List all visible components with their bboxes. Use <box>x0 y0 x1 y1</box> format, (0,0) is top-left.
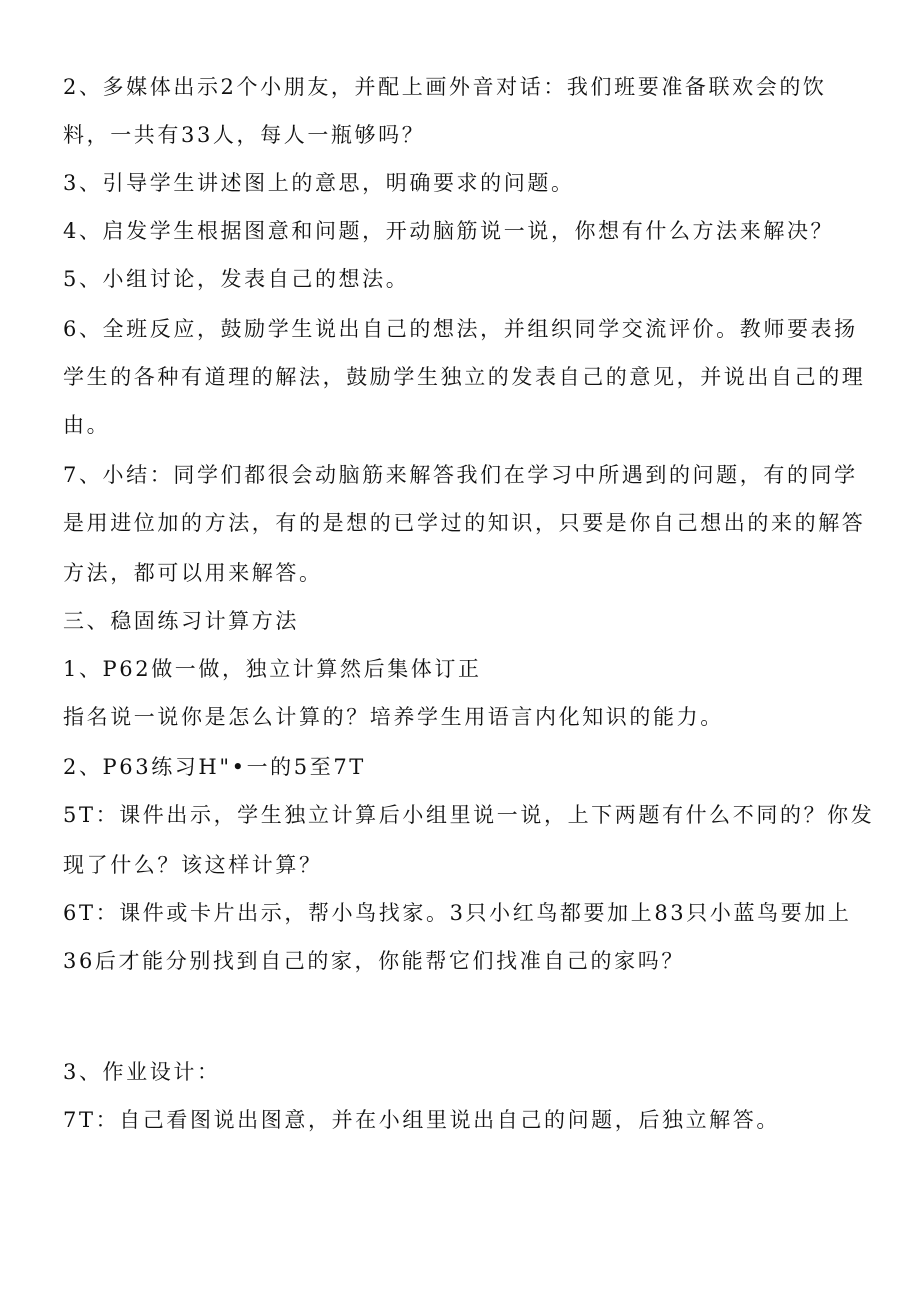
text-line-20: 3、作业设计： <box>63 1060 221 1084</box>
text-line-4: 4、启发学生根据图意和问题，开动脑筋说一说，你想有什么方法来解决？ <box>63 219 835 243</box>
text-line-8: 由。 <box>63 413 111 437</box>
text-line-14: 指名说一说你是怎么计算的？培养学生用语言内化知识的能力。 <box>63 705 724 729</box>
text-line-18: 6T：课件或卡片出示，帮小鸟找家。3只小红鸟都要加上83只小蓝鸟要加上 <box>63 901 852 925</box>
text-line-15: 2、P63练习H"•一的5至7T <box>63 755 366 779</box>
text-line-13: 1、P62做一做，独立计算然后集体订正 <box>63 657 482 681</box>
section-heading: 三、稳固练习计算方法 <box>63 609 299 633</box>
text-line-6: 6、全班反应，鼓励学生说出自己的想法，并组织同学交流评价。教师要表扬 <box>63 317 858 341</box>
text-line-2: 料，一共有33人，每人一瓶够吗？ <box>63 123 426 147</box>
text-line-1: 2、多媒体出示2个小朋友，并配上画外音对话：我们班要准备联欢会的饮 <box>63 75 827 99</box>
text-line-17: 现了什么？该这样计算？ <box>63 853 323 877</box>
text-line-11: 方法，都可以用来解答。 <box>63 561 323 585</box>
text-line-10: 是用进位加的方法，有的是想的已学过的知识，只要是你自己想出的来的解答 <box>63 511 866 535</box>
text-line-5: 5、小组讨论，发表自己的想法。 <box>63 267 410 291</box>
text-line-9: 7、小结：同学们都很会动脑筋来解答我们在学习中所遇到的问题，有的同学 <box>63 463 858 487</box>
text-line-3: 3、引导学生讲述图上的意思，明确要求的问题。 <box>63 171 575 195</box>
text-line-7: 学生的各种有道理的解法，鼓励学生独立的发表自己的意见，并说出自己的理 <box>63 365 866 389</box>
text-line-19: 36后才能分别找到自己的家，你能帮它们找准自己的家吗？ <box>63 949 685 973</box>
text-line-16: 5T：课件出示，学生独立计算后小组里说一说，上下两题有什么不同的？你发 <box>63 803 875 827</box>
text-line-21: 7T：自己看图说出图意，并在小组里说出自己的问题，后独立解答。 <box>63 1108 780 1132</box>
